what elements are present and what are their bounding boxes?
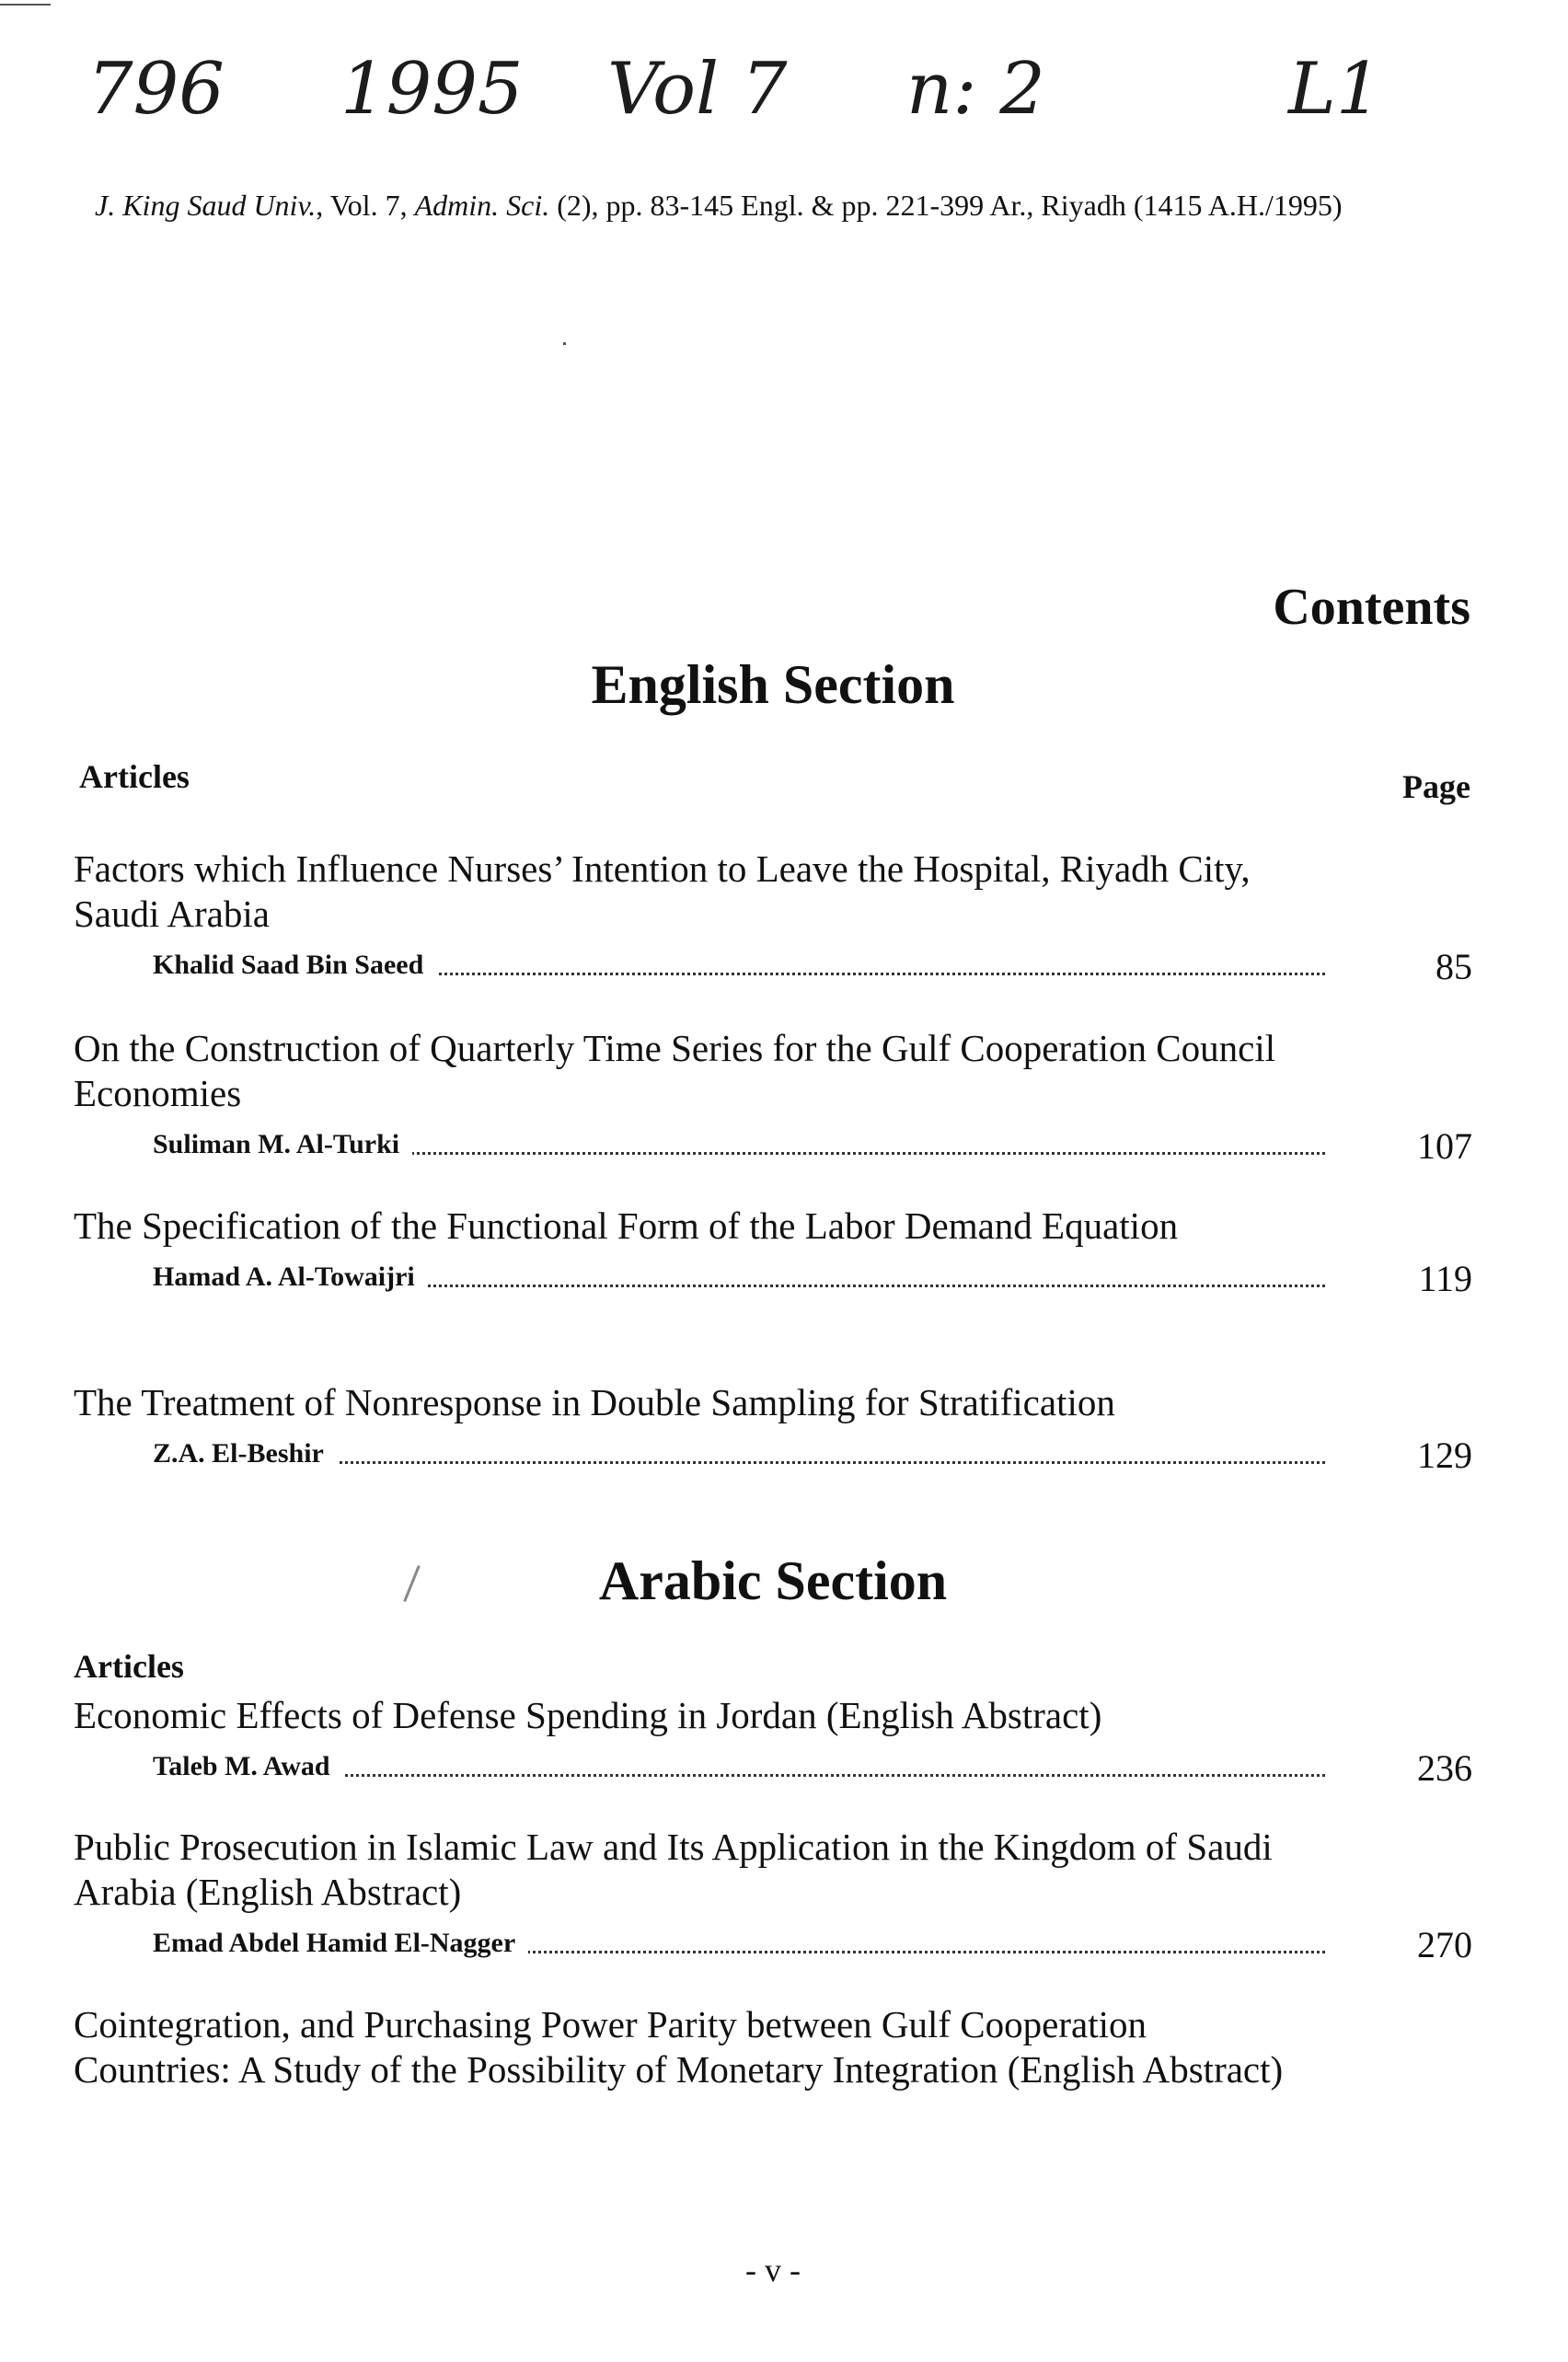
arabic-articles-label: Articles (74, 1648, 184, 1685)
article-title: Economic Effects of Defense Spending in Jordan (English Abstract) (74, 1694, 1102, 1736)
article-page-number: 129 (1417, 1434, 1472, 1476)
contents-title: Contents (1273, 579, 1470, 636)
article-page-number: 119 (1418, 1258, 1472, 1299)
author-row (74, 1920, 1472, 1963)
english-section-title: English Section (591, 654, 955, 715)
article-title: The Specification of the Functional Form of the Labor Demand Equation (74, 1204, 1179, 1247)
english-articles-label: Articles (79, 758, 190, 795)
toc-entry-english-3[interactable] (74, 1204, 1472, 1299)
citation-journal: J. King Saud Univ. (95, 189, 317, 222)
author-row (74, 1744, 1472, 1789)
article-author: Z.A. El-Beshir (153, 1438, 337, 1469)
toc-entry-arabic-3[interactable] (74, 2002, 1472, 2092)
handwritten-issue: n: 2 (906, 48, 1045, 131)
author-row (74, 1431, 1472, 1476)
scan-mark (563, 342, 566, 345)
article-title: Public Prosecution in Islamic Law and Its Application in the Kingdom of Saudi Arabia (English Abstract) (74, 1826, 1273, 1913)
author-row (74, 1254, 1472, 1299)
handwritten-call-number: 796 (87, 48, 225, 131)
page-marker: - v - (745, 2252, 801, 2288)
article-author: Khalid Saad Bin Saeed (153, 950, 436, 981)
article-title: Cointegration, and Purchasing Power Parity between Gulf Cooperation Countries: A Study of the Possibility of Monetary Integration (English Abstract) (74, 2003, 1284, 2091)
article-author: Suliman M. Al-Turki (153, 1129, 412, 1160)
arabic-section-title: Arabic Section (598, 1550, 948, 1611)
citation-section: Admin. Sci. (414, 189, 550, 222)
toc-entry-english-4[interactable] (74, 1380, 1472, 1476)
page-column-label: Page (1402, 768, 1470, 805)
article-author: Emad Abdel Hamid El-Nagger (153, 1928, 528, 1959)
handwritten-volume: Vol 7 (607, 48, 788, 131)
article-title: Factors which Influence Nurses’ Intention to Leave the Hospital, Riyadh City, Saudi Arabia (74, 847, 1251, 935)
scan-mark (0, 4, 51, 6)
toc-entry-arabic-2[interactable] (74, 1825, 1472, 1963)
article-author: Hamad A. Al-Towaijri (153, 1262, 428, 1293)
article-title: On the Construction of Quarterly Time Series for the Gulf Cooperation Council Economies (74, 1027, 1276, 1114)
article-page-number: 270 (1417, 1924, 1472, 1965)
article-page-number: 107 (1417, 1125, 1472, 1167)
toc-entry-english-1[interactable] (74, 847, 1472, 985)
citation-volume: , Vol. 7, (316, 189, 415, 222)
author-row (74, 942, 1472, 985)
toc-entry-english-2[interactable] (74, 1026, 1472, 1167)
handwritten-mark: L1 (1288, 48, 1382, 131)
journal-citation (95, 189, 1342, 223)
handwritten-year: 1995 (340, 48, 524, 131)
toc-entry-arabic-1[interactable] (74, 1693, 1472, 1789)
article-author: Taleb M. Awad (153, 1751, 343, 1782)
article-title: The Treatment of Nonresponse in Double Sampling for Stratification (74, 1381, 1115, 1423)
article-page-number: 236 (1417, 1747, 1472, 1789)
citation-rest: (2), pp. 83-145 Engl. & pp. 221-399 Ar., Riyadh (1415 A.H./1995) (549, 189, 1343, 222)
article-page-number: 85 (1435, 946, 1472, 987)
author-row (74, 1122, 1472, 1167)
